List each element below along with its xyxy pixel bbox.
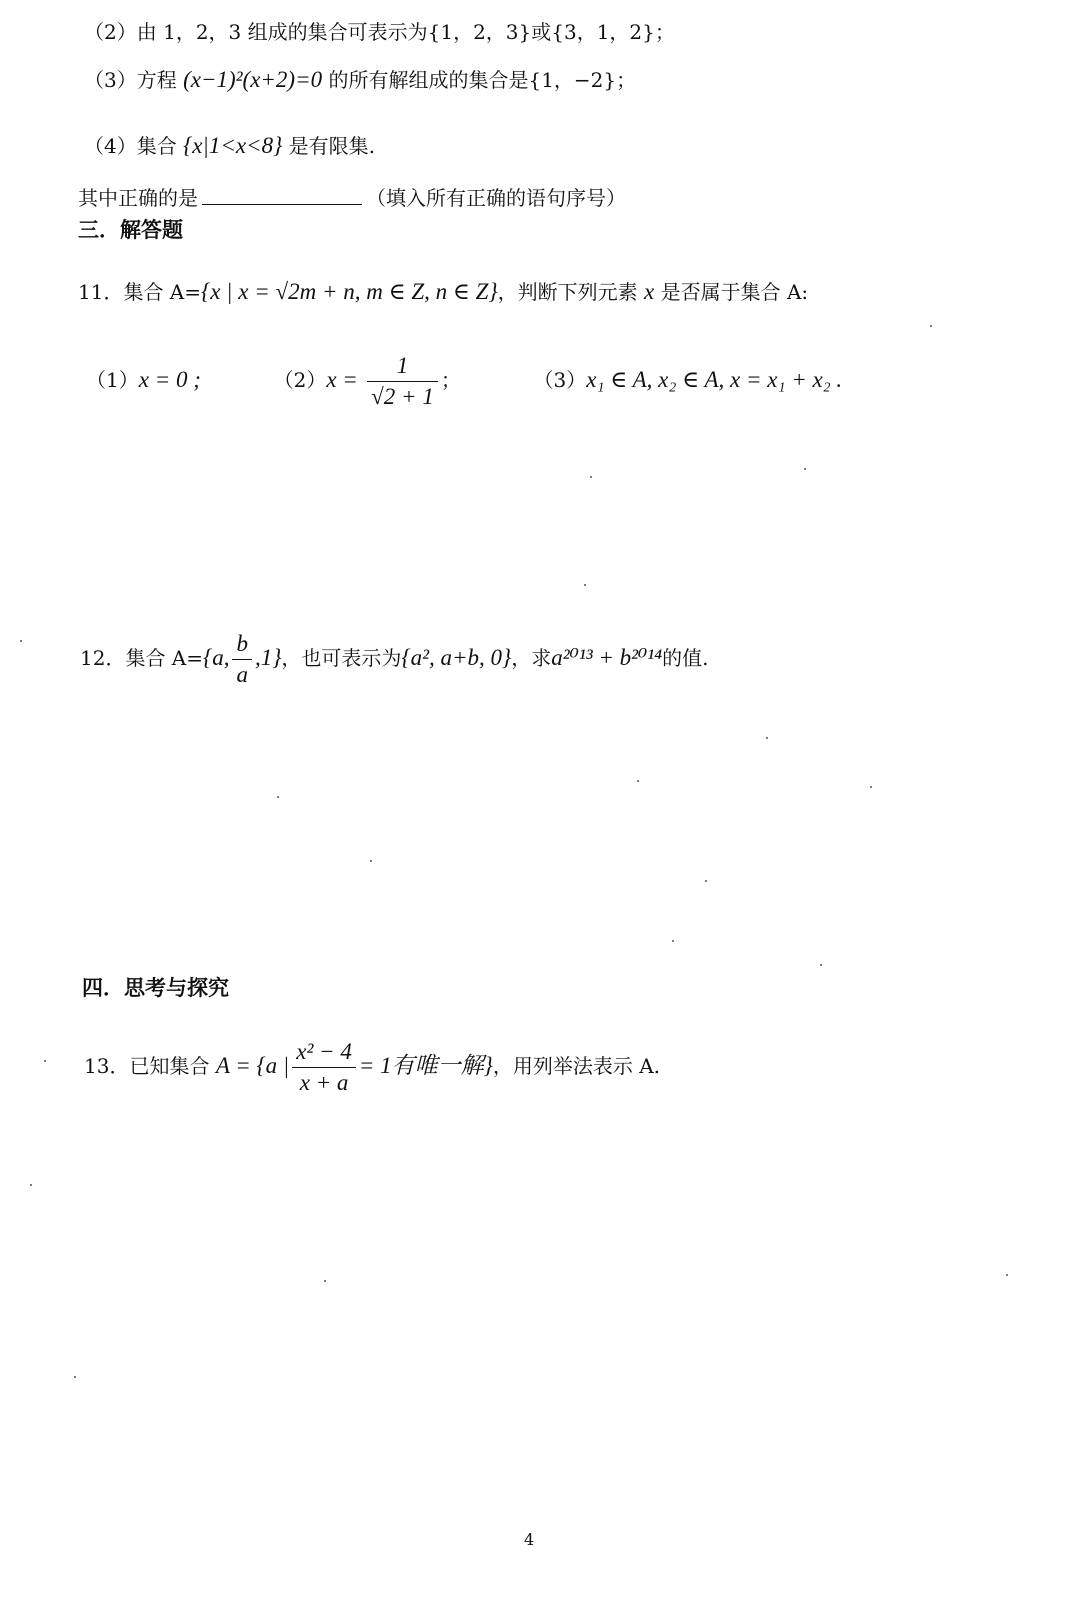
statement-4-set: {x|1<x<8} xyxy=(183,133,283,158)
section-3-heading: 三．解答题 xyxy=(78,217,183,242)
scan-speck xyxy=(277,796,279,798)
question-12-set1-post: ,1} xyxy=(254,645,282,670)
question-13-set-post: = 1有唯一解} xyxy=(358,1053,493,1078)
question-13-denominator: x + a xyxy=(299,1070,349,1095)
part-3 xyxy=(534,368,843,392)
scan-speck xyxy=(930,325,932,327)
question-12-post: 的值. xyxy=(662,646,709,670)
question-11-parts xyxy=(86,350,842,412)
question-13 xyxy=(84,1036,660,1098)
scan-speck xyxy=(637,780,639,782)
question-11-set: {x | x = √2m + n, m ∈ Z, n ∈ Z} xyxy=(201,279,498,304)
statement-4-post: 是有限集. xyxy=(288,134,375,158)
scan-speck xyxy=(370,860,372,862)
question-12-number: 12． xyxy=(80,646,126,670)
scan-speck xyxy=(1006,1274,1008,1276)
question-12 xyxy=(80,628,709,690)
scan-speck xyxy=(705,880,707,882)
question-12-mid2: ，求 xyxy=(511,646,552,670)
question-11-post2: 是否属于集合 A: xyxy=(660,280,809,304)
section-4-heading: 四．思考与探究 xyxy=(82,975,229,1000)
statement-2 xyxy=(84,18,675,46)
question-13-fraction xyxy=(292,1037,356,1098)
scan-speck xyxy=(820,964,822,966)
question-11-var: x xyxy=(644,279,655,304)
question-11 xyxy=(78,278,808,306)
question-12-denominator: a xyxy=(236,662,248,687)
part-1-expr: x = 0 ; xyxy=(138,367,201,392)
part-3-label: （3） xyxy=(533,368,587,392)
statement-3-post: 的所有解组成的集合是{1，−2}； xyxy=(328,68,637,92)
part-2-denominator: √2 + 1 xyxy=(371,384,434,409)
question-12-fraction xyxy=(232,629,252,690)
part-3-expr: x₁ ∈ A, x₂ ∈ A, x = x₁ + x₂ . xyxy=(586,367,843,392)
scan-speck xyxy=(44,1060,46,1062)
scan-speck xyxy=(30,1184,32,1186)
part-2-numerator: 1 xyxy=(367,351,438,382)
part-1-label: （1） xyxy=(86,368,139,392)
question-12-pre: 集合 A= xyxy=(125,646,204,670)
part-2-label: （2） xyxy=(273,368,327,392)
statement-2-label: （2） xyxy=(84,20,137,44)
answer-blank[interactable] xyxy=(202,186,362,205)
question-12-mid: ，也可表示为 xyxy=(281,646,402,670)
part-2-expr-post: ； xyxy=(440,368,461,392)
question-12-set2: {a², a+b, 0} xyxy=(401,645,512,670)
fill-prompt xyxy=(78,184,626,212)
statement-3-pre: 方程 xyxy=(136,68,177,92)
question-12-expression: a²⁰¹³ + b²⁰¹⁴ xyxy=(551,645,663,670)
statement-3 xyxy=(84,66,636,94)
statement-2-text: 由 1，2，3 组成的集合可表示为{1，2，3}或{3，1，2}； xyxy=(136,20,675,44)
scan-speck xyxy=(584,584,586,586)
question-11-number: 11． xyxy=(78,280,124,304)
statement-3-equation: (x−1)²(x+2)=0 xyxy=(183,67,323,92)
part-1 xyxy=(86,368,207,392)
fill-prompt-pre: 其中正确的是 xyxy=(78,186,198,210)
scan-speck xyxy=(74,1376,76,1378)
fill-prompt-post: （填入所有正确的语句序号） xyxy=(366,186,626,210)
question-13-post: ，用列举法表示 A. xyxy=(492,1054,661,1078)
scan-speck xyxy=(20,640,22,642)
scan-speck xyxy=(590,476,592,478)
question-11-post: ，判断下列元素 xyxy=(497,280,638,304)
scan-speck xyxy=(870,786,872,788)
page-number: 4 xyxy=(524,1530,535,1549)
question-11-pre: 集合 A= xyxy=(123,280,202,304)
question-13-pre: 已知集合 xyxy=(129,1054,210,1078)
scan-speck xyxy=(324,1280,326,1282)
scan-speck xyxy=(804,468,806,470)
statement-4-pre: 集合 xyxy=(136,134,177,158)
part-2-expr-pre: x = xyxy=(326,367,358,392)
scan-speck xyxy=(672,940,674,942)
question-12-numerator: b xyxy=(232,629,252,660)
question-12-set1-pre: {a, xyxy=(203,645,230,670)
statement-4-label: （4） xyxy=(84,134,137,158)
question-13-number: 13． xyxy=(84,1054,130,1078)
scan-speck xyxy=(766,737,768,739)
statement-4 xyxy=(84,132,375,160)
question-13-set-pre: A = {a | xyxy=(215,1053,290,1078)
question-13-numerator: x² − 4 xyxy=(292,1037,356,1068)
statement-3-label: （3） xyxy=(84,68,137,92)
part-2 xyxy=(273,353,468,409)
part-2-fraction xyxy=(367,351,438,412)
